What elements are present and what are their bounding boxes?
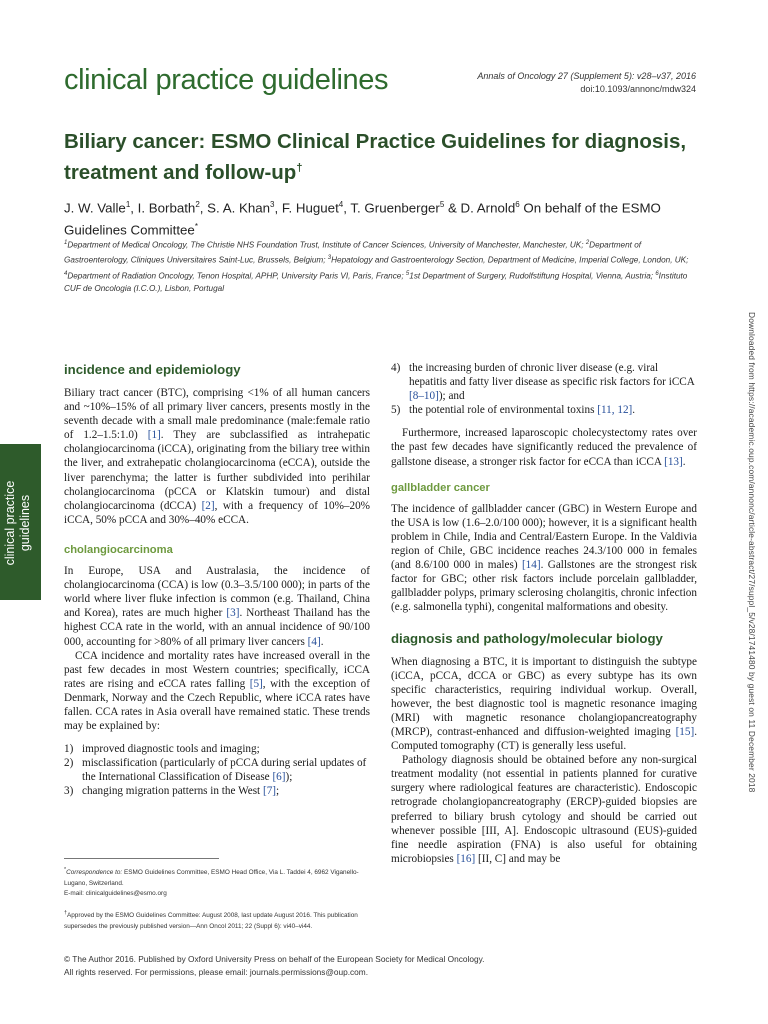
citation-link[interactable]: [7] — [262, 785, 277, 798]
citation-link[interactable]: [2] — [201, 499, 215, 512]
citation-link[interactable]: [3] — [226, 607, 240, 620]
approval-note: †Approved by the ESMO Guidelines Committee: August 2008, last update August 2016. This publication supersedes the previously published version—Ann Oncol 2011; 22 (Suppl 6): vi40–vi44. — [64, 909, 358, 930]
side-tab-label: clinical practice guidelines — [3, 480, 32, 566]
list-item: 2) misclassification (particularly of pCCA during serial updates of the International Classification of Disease [6]); — [64, 757, 367, 784]
author-name[interactable]: D. Arnold — [460, 200, 516, 216]
affiliation-text: Department of Medical Oncology, The Christie NHS Foundation Trust, Institute of Cancer Sciences, University of Manchester, Manchester, UK; — [67, 240, 586, 250]
citation-link[interactable]: [6] — [272, 771, 286, 784]
author-name[interactable]: F. Huguet — [281, 200, 339, 216]
download-watermark: Downloaded from https://academic.oup.com/annonc/article-abstract/27/suppl_5/v28/1741480 by guest on 11 December 2018 — [747, 312, 757, 793]
title-footnote-mark[interactable]: † — [296, 162, 303, 174]
paragraph-gbc-incidence: The incidence of gallbladder cancer (GBC) in Western Europe and the USA is low (1.6–2.0/100 000); however, it is a significant health problem in Chile, India and Central/Eastern Europe. In the Valdivia region of Chile, GBC incidence reaches 24.3/100 000 in females (and 8.6/100 000 in males) [14]. Gallstones are the strongest risk factor for GBC; other risk factors include porcelain gallbladder, gallbladder polyps, primary sclerosing cholangitis, chronic infection (e.g. salmonella typhi), congenital malformations and obesity. — [391, 502, 698, 614]
heading-gallbladder: gallbladder cancer — [391, 481, 490, 494]
affiliation-number: 3 — [327, 255, 332, 262]
affiliation-mark: 4 — [338, 200, 344, 209]
citation-link[interactable]: [4] — [307, 635, 321, 648]
right-column — [391, 361, 697, 866]
permissions-line: All rights reserved. For permissions, please email: journals.permissions@oup.com. — [64, 967, 368, 977]
footnote-divider — [64, 858, 219, 859]
journal-line: Annals of Oncology 27 (Supplement 5): v28–v37, 2016 — [477, 71, 696, 81]
affiliation-number: 6 — [655, 270, 659, 277]
affiliation-mark: 1 — [125, 200, 131, 209]
copyright-notice — [64, 953, 704, 979]
paragraph-cca-trends: CCA incidence and mortality rates have increased overall in the past few decades in most Western countries; specifically, iCCA rates are rising and eCCA rates falling [5], with the exception of Denmark, Norway and the Czech Republic, where iCCA rates have fallen. CCA rates in Asia overall have remained static. These trends may be explained by: — [64, 649, 370, 733]
journal-citation — [477, 70, 696, 95]
citation-link[interactable]: [13] — [664, 455, 683, 468]
heading-incidence: incidence and epidemiology — [64, 362, 241, 377]
author-name[interactable]: J. W. Valle — [64, 200, 126, 216]
doi[interactable]: doi:10.1093/annonc/mdw324 — [580, 83, 696, 94]
affiliation-text: Department of Gastroenterology, Cliniques Universitaires Saint-Luc, Brussels, Belgium; — [64, 240, 642, 266]
article-title-text: Biliary cancer: ESMO Clinical Practice Guidelines for diagnosis, treatment and follow-up — [64, 130, 687, 184]
list-item: 3) changing migration patterns in the West [7]; — [64, 785, 280, 798]
correspondence-mark[interactable]: * — [194, 222, 198, 232]
citation-link[interactable]: [15] — [675, 725, 695, 738]
affiliation-number: 5 — [405, 270, 410, 277]
affiliation-text: 1st Department of Surgery, Rudolfstiftung Hospital, Vienna, Austria; — [409, 271, 656, 281]
affiliation-mark: 6 — [515, 200, 520, 209]
paragraph-cca-incidence: In Europe, USA and Australasia, the incidence of cholangiocarcinoma (CCA) is low (0.3–3.5/100 000); in parts of the world where liver fluke infection is common (e.g. Thailand, China and Korea), rates are much higher [3]. Northeast Thailand has the highest CCA rate in the world, with an annual incidence of 90/100 000, accounting for >80% of all primary liver cancers [4]. — [64, 565, 371, 648]
trend-list-continued — [391, 361, 697, 417]
author-name[interactable]: T. Gruenberger — [350, 200, 440, 216]
author-name[interactable]: S. A. Khan — [207, 200, 271, 216]
paragraph-pathology: Pathology diagnosis should be obtained before any non-surgical treatment modality (not essential in patients planned for curative surgery where radiological features are characteristic). Endoscopic retrograde cholangiopancreatography (ERCP)-guided biopsies are preferred to biliary brush cytology and should be carried out whenever possible [III, A]. Endoscopic ultrasound (EUS)-guided fine needle aspiration (FNA) is also useful for obtaining microbiopsies [16] [II, C] and may be — [391, 754, 697, 865]
affiliation-number: 1 — [64, 240, 68, 246]
committee-name: On behalf of the ESMO Guidelines Committee — [64, 200, 661, 238]
list-item: 1) improved diagnostic tools and imaging; — [64, 743, 260, 756]
list-item: 5) the potential role of environmental toxins [11, 12]. — [391, 404, 636, 417]
trend-list — [64, 742, 370, 798]
paragraph-btc-overview: Biliary tract cancer (BTC), comprising <1% of all human cancers and ~10%–15% of all primary liver cancers, presents mostly in the seventh decade with a small male predominance (male:female ratio of 1.2–1.5:1.0) [1]. They are subclassified as intrahepatic cholangiocarcinoma (iCCA), originating from the biliary tree within the liver, and extrahepatic cholangiocarcinoma (eCCA), outside the liver parenchyma; the latter is further subdivided into perihilar cholangiocarcinoma (pCCA or Klatskin tumour) and distal cholangiocarcinoma (dCCA) [2], with a frequency of 10%–20% iCCA, 50% pCCA and 30%–40% eCCA. — [64, 387, 370, 526]
affiliation-mark: 3 — [270, 200, 275, 209]
citation-link[interactable]: [16] — [456, 852, 476, 865]
correspondence-note: *Correspondence to: ESMO Guidelines Committee, ESMO Head Office, Via L. Taddei 4, 6962 Viganello-Lugano, Switzerland. — [64, 867, 359, 887]
affiliations — [64, 237, 704, 296]
affiliation-text: Hepatology and Gastroenterology Section, Department of Medicine, Imperial College, London, UK; — [331, 256, 689, 266]
citation-link[interactable]: [11, 12] — [597, 404, 633, 417]
correspondence-email[interactable]: E-mail: clinicalguidelines@esmo.org — [64, 890, 167, 898]
author-list: J. W. Valle$^1$, I. Borbath$^2$, S. A. Khan$^3$, F. Huguet$^4$, T. Gruenberger$^5$ & D. Arnold$^6$ On behalf of the ESMO Guidelines Committee* — [64, 200, 661, 238]
citation-link[interactable]: [8–10] — [409, 390, 439, 403]
affiliation-mark: 5 — [439, 200, 445, 209]
footnotes — [64, 858, 370, 932]
citation-link[interactable]: [1] — [147, 429, 161, 442]
left-column — [64, 361, 370, 799]
citation-link[interactable]: [5] — [249, 677, 263, 690]
affiliation-mark: 2 — [195, 200, 200, 209]
affiliation-text: Instituto CUF de Oncologia (I.C.O.), Lisbon, Portugal — [64, 271, 688, 293]
author-name[interactable]: I. Borbath — [137, 200, 196, 216]
affiliation-number: 4 — [64, 270, 68, 277]
heading-diagnosis: diagnosis and pathology/molecular biology — [391, 630, 663, 646]
paragraph-cholecystectomy: Furthermore, increased laparoscopic cholecystectomy rates over the past few decades have significantly reduced the prevalence of gallstone disease, a stronger risk factor for eCCA than iCCA [13]. — [391, 427, 697, 468]
list-item: 4) the increasing burden of chronic liver disease (e.g. viral hepatitis and fatty liver disease as specific risk factors for iCCA [8–10]); and — [391, 362, 695, 403]
copyright-line: © The Author 2016. Published by Oxford University Press on behalf of the European Society for Medical Oncology. — [64, 954, 485, 964]
affiliation-number: 2 — [585, 240, 590, 246]
affiliation-text: Department of Radiation Oncology, Tenon Hospital, APHP, University Paris VI, Paris, France; — [67, 271, 406, 281]
citation-link[interactable]: [14] — [521, 559, 541, 572]
article-title — [64, 129, 704, 186]
heading-cholangiocarcinoma: cholangiocarcinoma — [64, 543, 173, 556]
journal-section-label: clinical practice guidelines — [64, 64, 389, 96]
paragraph-diagnosis: When diagnosing a BTC, it is important to distinguish the subtype (iCCA, pCCA, dCCA or GBC) as every subtype has its own specific characteristics, requiring individual workup. Overall, however, the best diagnostic tool is magnetic resonance imaging (MRI) with magnetic resonance cholangiopancreatography (MRCP), contrast-enhanced and diffusion-weighted imaging [15]. Computed tomography (CT) is generally less useful. — [391, 655, 697, 753]
